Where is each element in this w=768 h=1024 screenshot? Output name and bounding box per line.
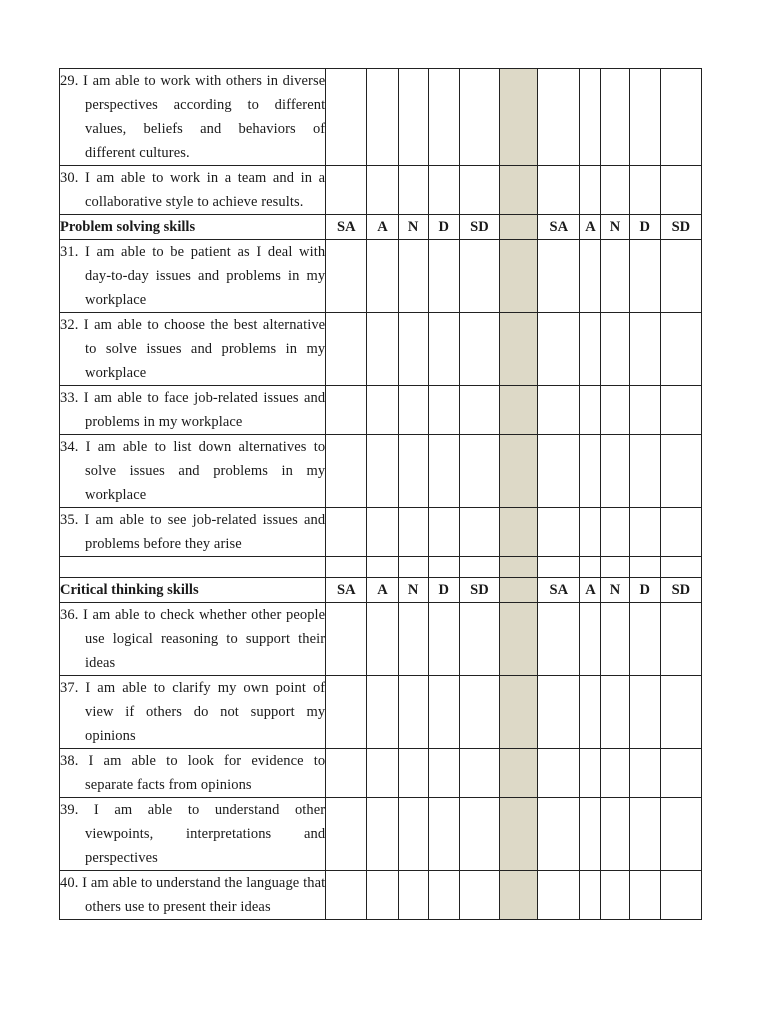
item-cell (60, 676, 326, 749)
before-d-cell[interactable] (428, 313, 459, 386)
before-a-cell[interactable] (367, 240, 398, 313)
after-n-cell[interactable] (601, 508, 629, 557)
before-sd-cell[interactable] (459, 871, 499, 920)
after-sd-header: SD (660, 578, 701, 603)
after-sa-cell[interactable] (538, 508, 580, 557)
before-d-header: D (428, 215, 459, 240)
before-a-cell[interactable] (367, 749, 398, 798)
after-sd-cell[interactable] (660, 240, 701, 313)
after-sd-cell[interactable] (660, 603, 701, 676)
after-sd-header: SD (660, 215, 701, 240)
table-row (60, 69, 702, 166)
before-d-header: D (428, 578, 459, 603)
after-sd-cell[interactable] (660, 69, 701, 166)
before-a-cell[interactable] (367, 69, 398, 166)
after-d-header: D (629, 578, 660, 603)
after-d-cell[interactable] (629, 508, 660, 557)
item-cell (60, 603, 326, 676)
before-sd-cell[interactable] (459, 386, 499, 435)
after-d-cell[interactable] (629, 435, 660, 508)
before-d-cell[interactable] (428, 435, 459, 508)
after-n-cell[interactable] (601, 166, 629, 215)
column-divider (500, 69, 538, 166)
after-d-cell[interactable] (629, 798, 660, 871)
item-text: 31. I am able to be patient as I deal with day-to-day issues and problems in my workplace (60, 244, 326, 308)
spacer-cell (601, 557, 629, 578)
before-n-header: N (398, 578, 428, 603)
after-d-cell[interactable] (629, 386, 660, 435)
spacer-cell (60, 557, 326, 578)
before-d-cell[interactable] (428, 603, 459, 676)
column-divider (500, 240, 538, 313)
before-d-cell[interactable] (428, 676, 459, 749)
after-sd-cell[interactable] (660, 435, 701, 508)
after-n-header: N (601, 215, 629, 240)
after-sd-cell[interactable] (660, 798, 701, 871)
after-n-cell[interactable] (601, 69, 629, 166)
before-a-cell[interactable] (367, 603, 398, 676)
item-cell (60, 749, 326, 798)
after-sa-cell[interactable] (538, 435, 580, 508)
column-divider (500, 871, 538, 920)
column-divider (500, 557, 538, 578)
before-sd-header: SD (459, 215, 499, 240)
after-d-cell[interactable] (629, 69, 660, 166)
item-cell (60, 798, 326, 871)
spacer-cell (629, 557, 660, 578)
before-n-cell[interactable] (398, 240, 428, 313)
after-d-cell[interactable] (629, 240, 660, 313)
after-sd-cell[interactable] (660, 508, 701, 557)
before-sd-cell[interactable] (459, 676, 499, 749)
after-n-header: N (601, 578, 629, 603)
before-sa-cell[interactable] (326, 435, 367, 508)
after-n-cell[interactable] (601, 435, 629, 508)
before-a-cell[interactable] (367, 871, 398, 920)
after-a-cell[interactable] (580, 871, 601, 920)
section-header-row (60, 578, 702, 603)
table-row (60, 749, 702, 798)
after-sa-cell[interactable] (538, 386, 580, 435)
before-a-cell[interactable] (367, 508, 398, 557)
after-sa-cell[interactable] (538, 749, 580, 798)
after-a-cell[interactable] (580, 508, 601, 557)
before-n-cell[interactable] (398, 313, 428, 386)
spacer-cell (459, 557, 499, 578)
item-text: 30. I am able to work in a team and in a collaborative style to achieve results. (60, 170, 326, 210)
before-sa-cell[interactable] (326, 69, 367, 166)
before-d-cell[interactable] (428, 240, 459, 313)
table-row (60, 435, 702, 508)
before-n-cell[interactable] (398, 69, 428, 166)
after-sd-cell[interactable] (660, 871, 701, 920)
column-divider (500, 386, 538, 435)
after-sd-cell[interactable] (660, 676, 701, 749)
after-sd-cell[interactable] (660, 166, 701, 215)
before-n-cell[interactable] (398, 508, 428, 557)
after-a-cell[interactable] (580, 676, 601, 749)
after-a-cell[interactable] (580, 69, 601, 166)
table-row (60, 166, 702, 215)
before-sd-cell[interactable] (459, 749, 499, 798)
table-row (60, 508, 702, 557)
column-divider (500, 215, 538, 240)
after-sa-cell[interactable] (538, 676, 580, 749)
before-sa-cell[interactable] (326, 603, 367, 676)
item-text: 33. I am able to face job-related issues and problems in my workplace (60, 390, 326, 430)
after-n-cell[interactable] (601, 871, 629, 920)
item-text: 36. I am able to check whether other people use logical reasoning to support their ideas (60, 607, 326, 671)
after-sd-cell[interactable] (660, 386, 701, 435)
spacer-cell (580, 557, 601, 578)
after-n-cell[interactable] (601, 386, 629, 435)
before-n-cell[interactable] (398, 386, 428, 435)
after-sa-cell[interactable] (538, 313, 580, 386)
after-a-cell[interactable] (580, 240, 601, 313)
after-a-cell[interactable] (580, 603, 601, 676)
before-sd-cell[interactable] (459, 166, 499, 215)
spacer-cell (326, 557, 367, 578)
before-sd-cell[interactable] (459, 508, 499, 557)
before-n-cell[interactable] (398, 603, 428, 676)
before-a-cell[interactable] (367, 166, 398, 215)
before-sd-cell[interactable] (459, 313, 499, 386)
after-d-cell[interactable] (629, 871, 660, 920)
before-d-cell[interactable] (428, 871, 459, 920)
column-divider (500, 749, 538, 798)
after-sd-cell[interactable] (660, 313, 701, 386)
after-a-cell[interactable] (580, 166, 601, 215)
before-n-cell[interactable] (398, 676, 428, 749)
after-sa-cell[interactable] (538, 240, 580, 313)
before-sd-cell[interactable] (459, 240, 499, 313)
item-text: 35. I am able to see job-related issues and problems before they arise (60, 512, 326, 552)
after-sa-header: SA (538, 578, 580, 603)
after-n-cell[interactable] (601, 676, 629, 749)
section-title: Problem solving skills (60, 215, 326, 240)
before-a-cell[interactable] (367, 435, 398, 508)
column-divider (500, 435, 538, 508)
after-a-cell[interactable] (580, 435, 601, 508)
before-d-cell[interactable] (428, 508, 459, 557)
item-cell (60, 508, 326, 557)
after-n-cell[interactable] (601, 749, 629, 798)
item-cell (60, 435, 326, 508)
before-sa-cell[interactable] (326, 676, 367, 749)
before-a-cell[interactable] (367, 386, 398, 435)
after-sa-cell[interactable] (538, 798, 580, 871)
column-divider (500, 313, 538, 386)
after-d-cell[interactable] (629, 603, 660, 676)
after-n-cell[interactable] (601, 240, 629, 313)
spacer-row (60, 557, 702, 578)
before-sa-header: SA (326, 578, 367, 603)
spacer-cell (398, 557, 428, 578)
item-text: 40. I am able to understand the language that others use to present their ideas (60, 875, 326, 915)
before-a-header: A (367, 215, 398, 240)
column-divider (500, 676, 538, 749)
table-row (60, 603, 702, 676)
table-row (60, 313, 702, 386)
before-d-cell[interactable] (428, 798, 459, 871)
after-a-header: A (580, 578, 601, 603)
after-a-header: A (580, 215, 601, 240)
before-sa-cell[interactable] (326, 386, 367, 435)
after-n-cell[interactable] (601, 313, 629, 386)
spacer-cell (538, 557, 580, 578)
table-row (60, 871, 702, 920)
after-a-cell[interactable] (580, 798, 601, 871)
item-cell (60, 386, 326, 435)
section-header-row (60, 215, 702, 240)
before-sa-cell[interactable] (326, 749, 367, 798)
table-row (60, 798, 702, 871)
item-cell (60, 240, 326, 313)
table-row (60, 676, 702, 749)
after-a-cell[interactable] (580, 386, 601, 435)
before-a-cell[interactable] (367, 798, 398, 871)
after-a-cell[interactable] (580, 313, 601, 386)
before-sd-header: SD (459, 578, 499, 603)
column-divider (500, 798, 538, 871)
before-n-cell[interactable] (398, 435, 428, 508)
before-a-header: A (367, 578, 398, 603)
item-text: 37. I am able to clarify my own point of view if others do not support my opinions (60, 680, 326, 744)
spacer-cell (660, 557, 701, 578)
after-sa-cell[interactable] (538, 871, 580, 920)
after-d-cell[interactable] (629, 676, 660, 749)
before-sd-cell[interactable] (459, 69, 499, 166)
before-sa-cell[interactable] (326, 313, 367, 386)
item-text: 39. I am able to understand other viewpoints, interpretations and perspectives (60, 802, 326, 866)
column-divider (500, 578, 538, 603)
after-n-cell[interactable] (601, 603, 629, 676)
after-d-cell[interactable] (629, 313, 660, 386)
after-a-cell[interactable] (580, 749, 601, 798)
before-d-cell[interactable] (428, 69, 459, 166)
after-sa-header: SA (538, 215, 580, 240)
spacer-cell (428, 557, 459, 578)
before-sd-cell[interactable] (459, 603, 499, 676)
after-d-header: D (629, 215, 660, 240)
item-cell (60, 166, 326, 215)
survey-table (59, 68, 702, 920)
column-divider (500, 508, 538, 557)
table-row (60, 240, 702, 313)
column-divider (500, 166, 538, 215)
before-n-cell[interactable] (398, 871, 428, 920)
after-d-cell[interactable] (629, 749, 660, 798)
before-n-header: N (398, 215, 428, 240)
item-text: 38. I am able to look for evidence to separate facts from opinions (60, 753, 326, 793)
before-n-cell[interactable] (398, 798, 428, 871)
before-n-cell[interactable] (398, 749, 428, 798)
item-cell (60, 69, 326, 166)
before-sa-cell[interactable] (326, 240, 367, 313)
after-n-cell[interactable] (601, 798, 629, 871)
after-sa-cell[interactable] (538, 69, 580, 166)
before-sa-cell[interactable] (326, 798, 367, 871)
before-sa-cell[interactable] (326, 166, 367, 215)
item-cell (60, 313, 326, 386)
after-sd-cell[interactable] (660, 749, 701, 798)
table-row (60, 386, 702, 435)
item-text: 34. I am able to list down alternatives to solve issues and problems in my workplace (60, 439, 326, 503)
before-sa-header: SA (326, 215, 367, 240)
before-d-cell[interactable] (428, 749, 459, 798)
before-sd-cell[interactable] (459, 798, 499, 871)
spacer-cell (367, 557, 398, 578)
before-d-cell[interactable] (428, 386, 459, 435)
after-d-cell[interactable] (629, 166, 660, 215)
before-sa-cell[interactable] (326, 871, 367, 920)
before-a-cell[interactable] (367, 676, 398, 749)
section-title: Critical thinking skills (60, 578, 326, 603)
before-sd-cell[interactable] (459, 435, 499, 508)
item-cell (60, 871, 326, 920)
after-sa-cell[interactable] (538, 166, 580, 215)
before-a-cell[interactable] (367, 313, 398, 386)
after-sa-cell[interactable] (538, 603, 580, 676)
column-divider (500, 603, 538, 676)
item-text: 32. I am able to choose the best alternative to solve issues and problems in my workplace (60, 317, 326, 381)
before-n-cell[interactable] (398, 166, 428, 215)
before-sa-cell[interactable] (326, 508, 367, 557)
item-text: 29. I am able to work with others in diverse perspectives according to different values, beliefs and behaviors of different cultures. (60, 73, 326, 161)
before-d-cell[interactable] (428, 166, 459, 215)
